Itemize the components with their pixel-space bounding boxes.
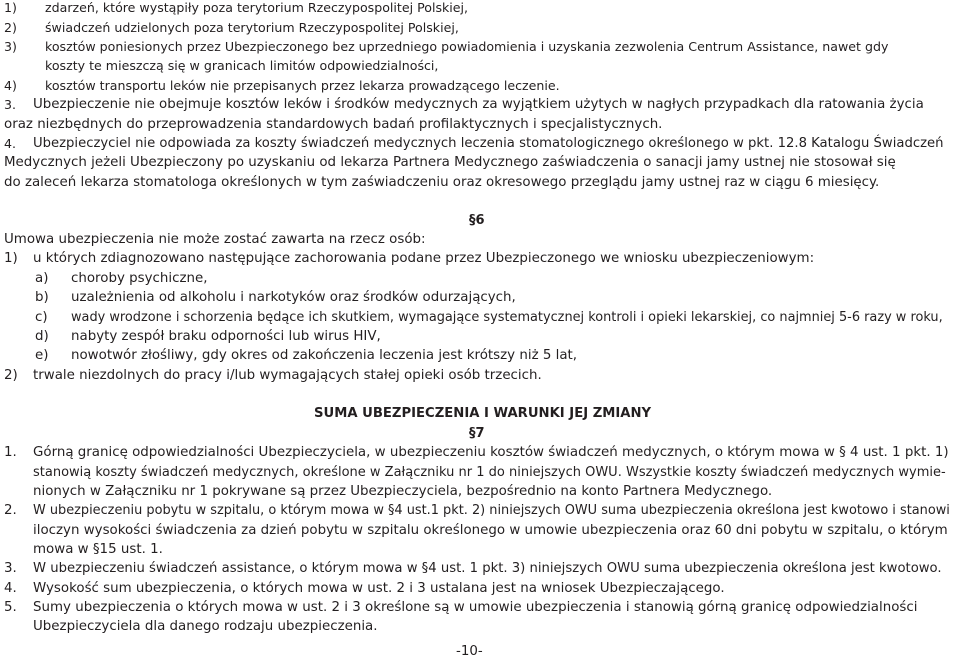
paragraph-line: mowa w §15 ust. 1. [33,542,163,557]
section-title: SUMA UBEZPIECZENIA I WARUNKI JEJ ZMIANY [314,406,652,421]
sublist-item: nowotwór złośliwy, gdy okres od zakończenia leczenia jest krótszy niż 5 lat, [71,348,578,363]
list-number: 4) [4,78,17,93]
page-number: -10- [456,644,483,659]
sublist-item: uzależnienia od alkoholu i narkotyków oraz środków odurzających, [71,290,516,305]
paragraph-line: stanowią koszty świadczeń medycznych, określone w Załączniku nr 1 do niniejszych OWU. Wszystkie koszty świadczeń medycznych wymie- [33,465,946,480]
paragraph-line: do zaleceń lekarza stomatologa określonych w tym zaświadczeniu oraz okresowego przeglądu jamy ustnej raz w ciągu 6 miesięcy. [4,175,880,190]
list-number: 2) [4,368,18,383]
paragraph-line: iloczyn wysokości świadczenia za dzień pobytu w szpitalu określonego w umowie ubezpieczenia oraz 60 dni pobytu w szpitalu, o którym [33,523,948,538]
paragraph-number: 2. [4,503,17,518]
sublist-letter: e) [35,348,49,363]
paragraph-line: Ubezpieczenie nie obejmuje kosztów leków i środków medycznych za wyjątkiem użytych w nagłych przypadkach dla ratowania życia [33,97,924,112]
paragraph-line: Wysokość sum ubezpieczenia, o których mowa w ust. 2 i 3 ustalana jest na wniosek Ubezpieczającego. [33,581,725,596]
list-item: zdarzeń, które wystąpiły poza terytorium Rzeczypospolitej Polskiej, [45,0,469,15]
list-number: 1) [4,0,17,15]
paragraph-number: 3. [4,97,17,112]
paragraph-line: W ubezpieczeniu świadczeń assistance, o którym mowa w §4 ust. 1 pkt. 3) niniejszych OWU suma ubezpieczenia określona jest kwotowo. [33,561,942,576]
list-item-continued: koszty te mieszczą się w granicach limitów odpowiedzialności, [45,58,439,73]
sublist-letter: d) [35,329,49,344]
list-item: kosztów transportu leków nie przepisanych przez lekarza prowadzącego leczenie. [45,78,560,93]
paragraph-number: 4. [4,136,17,151]
paragraph-line: Medycznych jeżeli Ubezpieczony po uzyskaniu od lekarza Partnera Medycznego zaświadczenia o sanacji jamy ustnej nie stosował się [4,155,896,170]
paragraph-number: 5. [4,600,17,615]
paragraph-line: nionych w Załączniku nr 1 pokrywane są przez Ubezpieczyciela, bezpośrednio na konto Partnera Medycznego. [33,484,773,499]
paragraph-line: W ubezpieczeniu pobytu w szpitalu, o którym mowa w §4 ust.1 pkt. 2) niniejszych OWU suma ubezpieczenia określona jest kwotowo i stanowi [33,503,950,518]
list-number: 2) [4,20,17,35]
list-item: kosztów poniesionych przez Ubezpieczonego bez uprzedniego powiadomienia i uzyskania zezwolenia Centrum Assistance, nawet gdy [45,39,889,54]
sublist-letter: b) [35,290,49,305]
list-number: 1) [4,251,18,266]
paragraph-line: Górną granicę odpowiedzialności Ubezpieczyciela, w ubezpieczeniu kosztów świadczeń medycznych, o którym mowa w § 4 ust. 1 pkt. 1) [33,445,949,460]
section-intro: Umowa ubezpieczenia nie może zostać zawarta na rzecz osób: [4,232,426,247]
section-heading: §6 [469,213,485,228]
paragraph-number: 3. [4,561,17,576]
paragraph-number: 1. [4,445,17,460]
sublist-letter: a) [35,271,49,286]
list-item: świadczeń udzielonych poza terytorium Rzeczypospolitej Polskiej, [45,20,459,35]
sublist-letter: c) [35,310,48,325]
paragraph-line: Sumy ubezpieczenia o których mowa w ust. 2 i 3 określone są w umowie ubezpieczenia i stanowią górną granicę odpowiedzialności [33,600,918,615]
sublist-item: wady wrodzone i schorzenia będące ich skutkiem, wymagające systematycznej kontroli i opieki lekarskiej, co najmniej 5-6 razy w roku, [71,310,943,325]
sublist-item: nabyty zespół braku odporności lub wirus HIV, [71,329,381,344]
list-item: u których zdiagnozowano następujące zachorowania podane przez Ubezpieczonego we wniosku ubezpieczeniowym: [33,251,815,266]
list-number: 3) [4,39,17,54]
sublist-item: choroby psychiczne, [71,271,208,286]
section-heading: §7 [469,426,485,441]
paragraph-line: oraz niezbędnych do przeprowadzenia standardowych badań profilaktycznych i specjalistycznych. [4,117,663,132]
paragraph-line: Ubezpieczyciela dla danego rodzaju ubezpieczenia. [33,619,378,634]
paragraph-line: Ubezpieczyciel nie odpowiada za koszty świadczeń medycznych leczenia stomatologicznego określonego w pkt. 12.8 Katalogu Świadczeń [33,136,944,151]
list-item: trwale niezdolnych do pracy i/lub wymagających stałej opieki osób trzecich. [33,368,542,383]
paragraph-number: 4. [4,581,17,596]
